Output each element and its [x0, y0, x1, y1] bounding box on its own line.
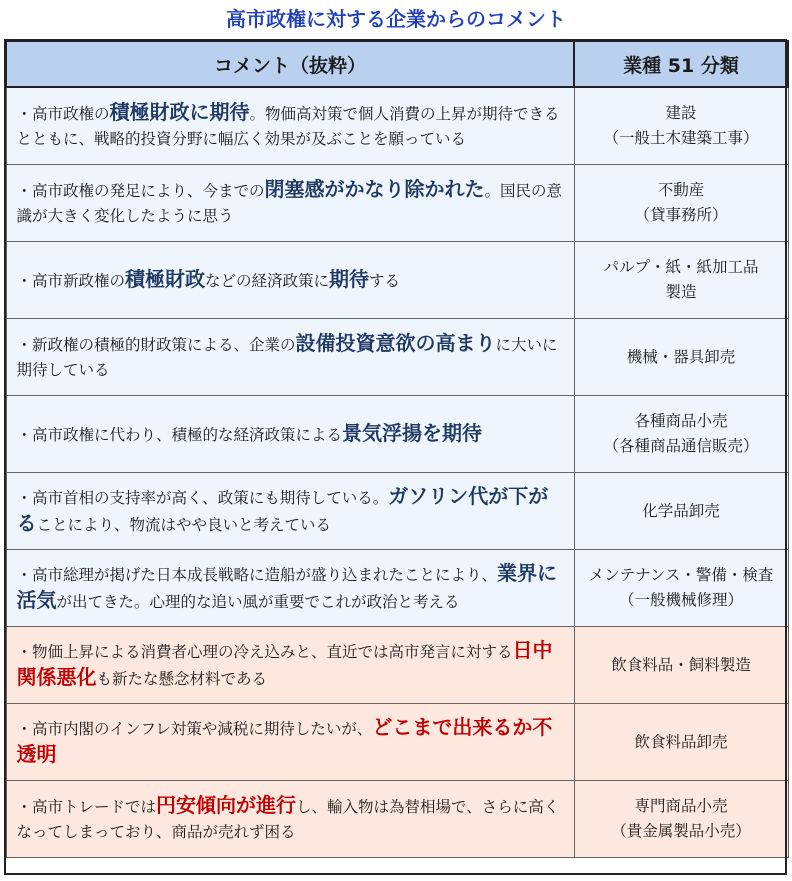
industry-line: 建設	[665, 104, 697, 122]
comment-text: する	[369, 271, 401, 290]
comment-text: ・高市政権の発足により、今までの	[16, 182, 265, 200]
page-title: 高市政権に対する企業からのコメント	[226, 7, 566, 31]
industry-line: パルプ・紙・紙加工品	[603, 258, 759, 276]
industry-cell	[574, 781, 788, 858]
industry-line: 飲食料品・飼料製造	[611, 655, 751, 674]
industry-cell	[574, 473, 788, 550]
comment-text: に大いに期待している	[16, 336, 558, 379]
table-row	[6, 319, 788, 396]
industry-line: 各種商品小売	[634, 412, 728, 430]
comment-text: ・高市政権の	[16, 105, 110, 123]
comment-highlight: 設備投資意欲の高まり	[295, 331, 496, 355]
comment-text: ・高市トレードでは	[16, 798, 157, 816]
comment-text: ・高市政権に代わり、積極的な経済政策による	[16, 425, 343, 444]
industry-line: メンテナンス・警備・検査	[588, 566, 774, 584]
comment-highlight: 円安傾向が進行	[156, 793, 297, 817]
industry-line: 機械・器具卸売	[626, 347, 736, 366]
comment-text: ・高市内閣のインフレ対策や減税に期待したいが、	[16, 720, 373, 738]
industry-cell	[574, 396, 788, 473]
table-header-row	[6, 41, 788, 87]
comment-text: ・新政権の積極的財政策による、企業の	[16, 336, 296, 354]
industry-line: 化学品卸売	[642, 501, 720, 520]
comment-cell	[6, 87, 574, 165]
comment-highlight: 閉塞感がかなり除かれた	[264, 177, 485, 201]
comment-highlight: ガソリン代が下がる	[16, 484, 549, 535]
comment-text: も新たな懸念材料である	[96, 670, 268, 688]
industry-cell	[574, 550, 788, 627]
comment-highlight: 業界に活気	[16, 561, 558, 612]
industry-line: （一般機械修理）	[618, 591, 743, 609]
industry-line: （一般土木建築工事）	[603, 129, 759, 147]
comment-cell	[6, 319, 574, 396]
comment-highlight: 景気浮揚を期待	[342, 420, 483, 445]
industry-line: （各種商品通信販売）	[603, 437, 759, 455]
comments-table	[5, 40, 789, 858]
header-industry: 業種 51 分類	[574, 41, 788, 87]
industry-cell	[574, 87, 788, 165]
industry-line: 専門商品小売	[634, 797, 728, 815]
table-row	[6, 87, 788, 165]
industry-cell	[574, 704, 788, 781]
table-row	[6, 396, 788, 473]
comment-cell	[6, 550, 574, 627]
table-row	[6, 165, 788, 242]
comment-highlight: 日中関係悪化	[16, 638, 553, 689]
comment-highlight: どこまで出来るか不透明	[16, 715, 553, 766]
industry-cell	[574, 319, 788, 396]
industry-cell	[574, 242, 788, 319]
comment-text: ことにより、物流はやや良いと考えている	[36, 516, 332, 534]
industry-cell	[574, 627, 788, 704]
comment-text: ・高市新政権の	[16, 271, 126, 290]
table-row	[6, 473, 788, 550]
table-row	[6, 242, 788, 319]
table-row	[6, 627, 788, 704]
comment-cell	[6, 396, 574, 473]
comment-text: ・高市首相の支持率が高く、政策にも期待している。	[16, 489, 389, 507]
industry-line: 不動産	[657, 181, 705, 199]
comment-cell	[6, 473, 574, 550]
comment-text: 。物価高対策で個人消費の上昇が期待できるとともに、戦略的投資分野に幅広く効果が及ぶことを願っている	[16, 105, 560, 148]
header-comment: コメント（抜粋）	[6, 41, 574, 87]
comment-text: 。国民の意識が大きく変化したように思う	[16, 182, 563, 225]
comment-cell	[6, 781, 574, 858]
table-row	[6, 781, 788, 858]
table-row	[6, 550, 788, 627]
comment-cell	[6, 627, 574, 704]
comment-cell	[6, 242, 574, 319]
comment-highlight: 積極財政	[125, 266, 206, 291]
industry-line: 飲食料品卸売	[634, 732, 728, 751]
comment-text: ・物価上昇による消費者心理の冷え込みと、直近では高市発言に対する	[16, 643, 513, 661]
comment-cell	[6, 165, 574, 242]
comment-text: が出てきた。心理的な追い風が重要でこれが政治と考える	[56, 593, 460, 611]
industry-line: （貴金属製品小売）	[611, 822, 751, 840]
comment-text: し、輸入物は為替相場で、さらに高くなってしまっており、商品が売れず困る	[16, 798, 560, 841]
industry-line: 製造	[665, 283, 697, 301]
industry-cell	[574, 165, 788, 242]
comment-cell	[6, 704, 574, 781]
table-row	[6, 704, 788, 781]
comment-text: などの経済政策に	[205, 271, 330, 290]
industry-line: （貸事務所）	[634, 206, 728, 224]
comment-highlight: 期待	[329, 266, 370, 291]
comment-highlight: 積極財政に期待	[109, 100, 250, 124]
comment-text: ・高市総理が掲げた日本成長戦略に造船が盛り込まれたことにより、	[16, 566, 498, 584]
